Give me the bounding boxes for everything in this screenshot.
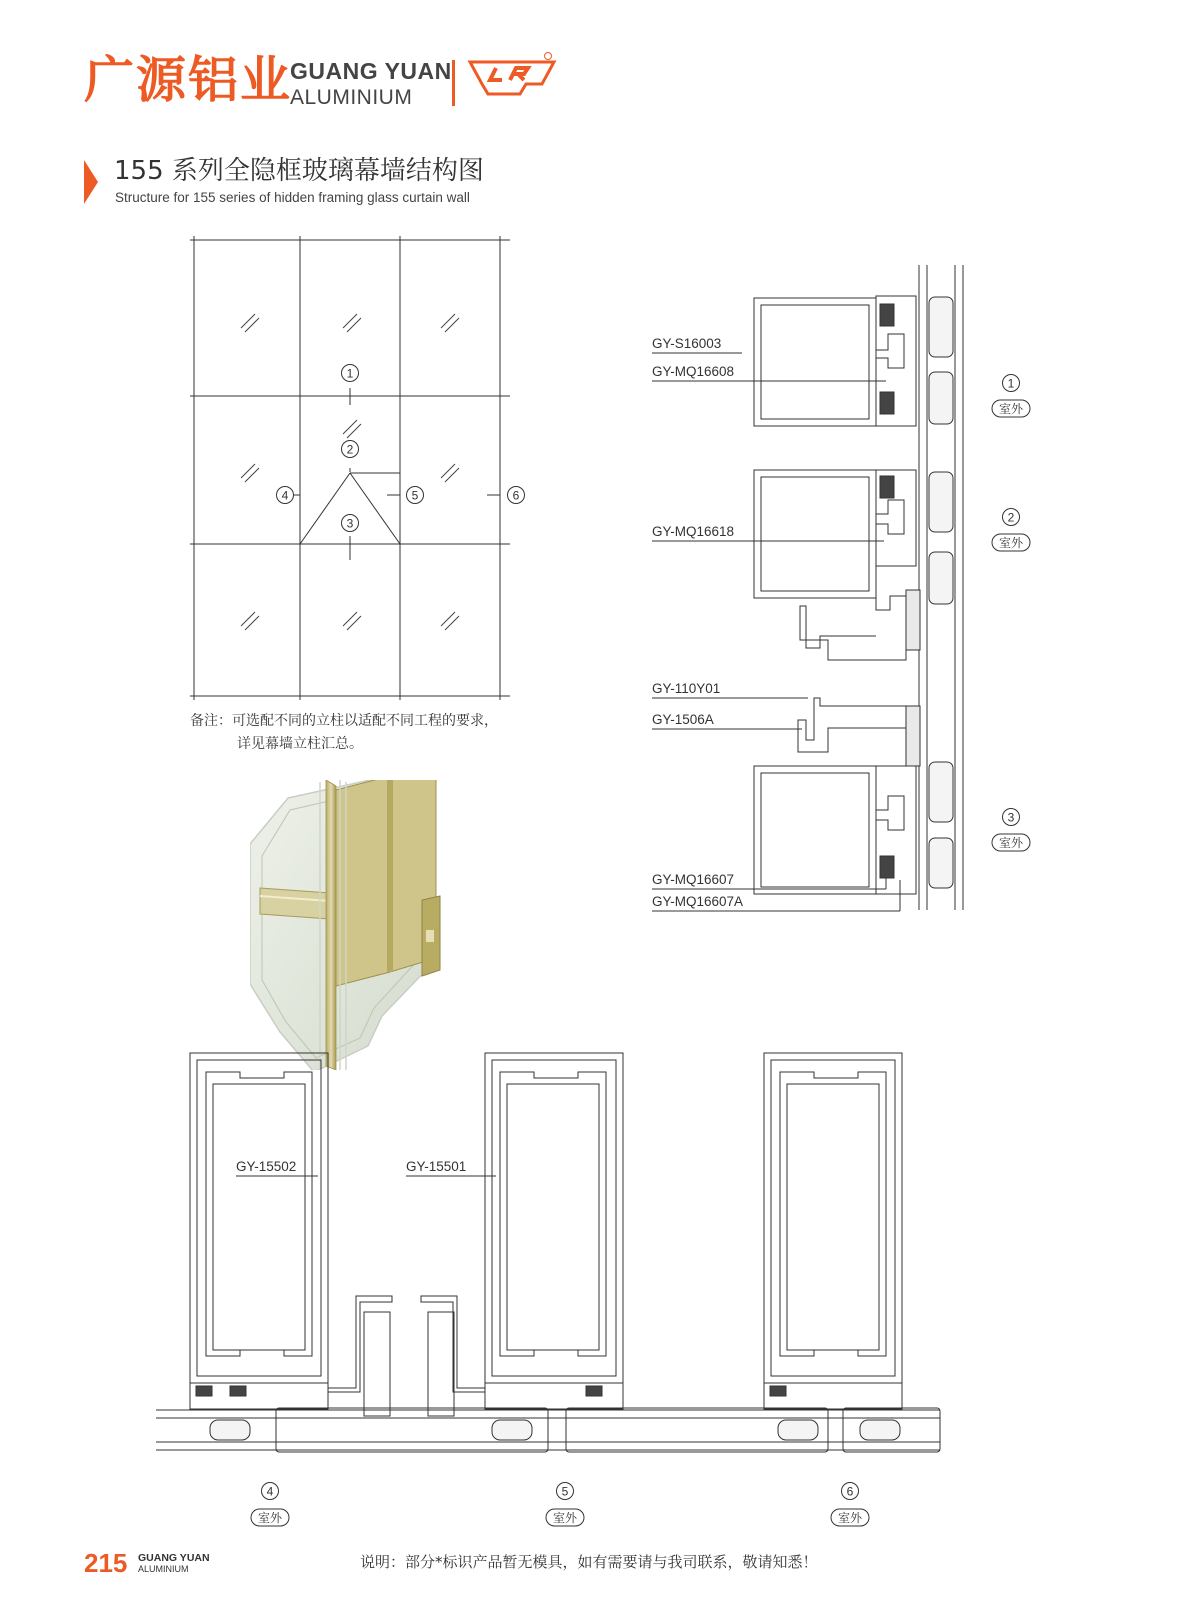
exterior-label-4: 室外 xyxy=(257,1511,283,1525)
callout-4-label: 4 xyxy=(281,488,289,503)
section-callout-2-label: 2 xyxy=(1007,510,1015,525)
section-callout-5-label: 5 xyxy=(561,1484,569,1499)
section-callout-6-label: 6 xyxy=(846,1484,854,1499)
page-title: 155 系列全隐框玻璃幕墙结构图 xyxy=(114,156,484,186)
note-line-1: 备注：可选配不同的立柱以适配不同工程的要求， xyxy=(190,713,498,729)
footer-brand: GUANG YUAN xyxy=(138,1552,210,1564)
section-callout-1-label: 1 xyxy=(1007,376,1015,391)
callout-3-label: 3 xyxy=(346,516,354,531)
section-callout-4-label: 4 xyxy=(266,1484,274,1499)
exterior-label-6: 室外 xyxy=(837,1511,863,1525)
brand-name-cn: 广源铝业 xyxy=(84,51,292,109)
exterior-label-3: 室外 xyxy=(998,836,1024,850)
exterior-label-5: 室外 xyxy=(552,1511,578,1525)
page-subtitle: Structure for 155 series of hidden framing glass curtain wall xyxy=(115,190,470,205)
exterior-label-2: 室外 xyxy=(998,536,1024,550)
exterior-label-1: 室外 xyxy=(998,402,1024,416)
note-line-2: 详见幕墙立柱汇总。 xyxy=(237,736,363,752)
section-callout-3-label: 3 xyxy=(1007,810,1015,825)
footer-brand-sub: ALUMINIUM xyxy=(138,1564,189,1574)
label-gy-15501: GY-15501 xyxy=(406,1159,467,1174)
callout-2-label: 2 xyxy=(346,442,354,457)
label-gy-s16003: GY-S16003 xyxy=(652,336,722,351)
callout-6-label: 6 xyxy=(512,488,520,503)
label-gy-mq16618: GY-MQ16618 xyxy=(652,524,735,539)
footer-note: 说明：部分*标识产品暂无模具，如有需要请与我司联系，敬请知悉！ xyxy=(360,1553,818,1571)
label-gy-15502: GY-15502 xyxy=(236,1159,297,1174)
callout-1-label: 1 xyxy=(346,366,354,381)
label-gy-mq16608: GY-MQ16608 xyxy=(652,364,735,379)
label-gy-110y01: GY-110Y01 xyxy=(652,681,721,696)
label-gy-mq16607a: GY-MQ16607A xyxy=(652,894,744,909)
brand-name-en: GUANG YUAN xyxy=(290,58,452,84)
callout-5-label: 5 xyxy=(411,488,419,503)
brand-name-en-sub: ALUMINIUM xyxy=(290,86,413,109)
page-number: 215 xyxy=(84,1548,128,1578)
label-gy-mq16607: GY-MQ16607 xyxy=(652,872,735,887)
label-gy-1506a: GY-1506A xyxy=(652,712,714,727)
